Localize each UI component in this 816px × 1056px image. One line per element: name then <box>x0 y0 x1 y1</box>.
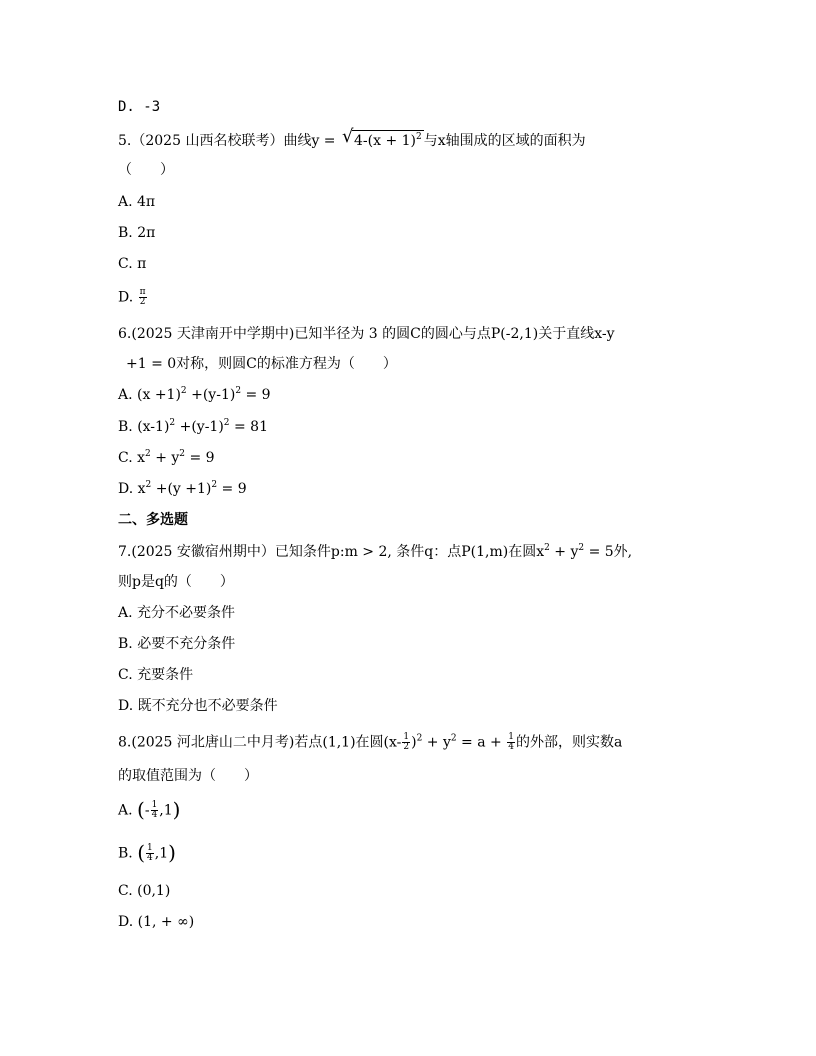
option-d-q8 <box>118 913 194 931</box>
fraction: $\frac{1}{4}$ <box>147 843 153 863</box>
option-a-q6: A. $(x +1)^2 +(y-1)^2 = 9$ <box>118 386 271 403</box>
option-text: A. 4π <box>118 194 156 210</box>
option-d-q5 <box>118 288 148 307</box>
option-text: D. 既不充分也不必要条件 <box>118 698 278 714</box>
option-a-q7 <box>118 604 235 622</box>
option-text: B. 必要不充分条件 <box>118 636 236 652</box>
option-text: B. 2π <box>118 225 156 241</box>
option-c-q8 <box>118 882 170 900</box>
radical-sign: √ <box>342 126 354 147</box>
question-8-stem-line2 <box>118 767 258 785</box>
option-c-q7 <box>118 666 193 684</box>
option-text: D. (1, + ∞) <box>118 914 195 930</box>
question-number: 5. <box>118 133 132 149</box>
section-heading <box>118 511 188 529</box>
fraction: $\frac{\pi}{2}$ <box>139 287 146 307</box>
section-title: 二、多选题 <box>118 512 188 528</box>
radicand: $4-(x + 1)^2$ <box>354 132 422 149</box>
question-7-stem-line2 <box>118 573 234 591</box>
stem-suffix: 与x轴围成的区域的面积为 <box>423 133 586 149</box>
question-7-stem-line1: 7.(2025 安徽宿州期中）已知条件p:m > 2, 条件q：点P(1,m)在圆$x^2 + y^2 = 5$外, <box>118 543 633 560</box>
option-a-q8: A. (- $\frac{1}{4}$ ,1) <box>118 797 181 822</box>
fraction: $\frac{1}{2}$ <box>403 732 410 752</box>
option-b-q8: B. ( $\frac{1}{4}$ ,1) <box>118 840 176 865</box>
fraction: $\frac{1}{4}$ <box>151 800 158 820</box>
option-text: C. π <box>118 256 147 272</box>
question-8-stem-line1: 8.(2025 河北唐山二中月考)若点(1,1)在圆(x- $\frac{1}{2}$ )$^2 + y^2 = a$ + $\frac{1}{4}$ 的外部，则实数a <box>118 732 623 752</box>
sqrt-expression <box>342 126 424 150</box>
stem-text: 则p是q的（ ） <box>118 574 234 590</box>
stem-text: +1 = 0对称，则圆C的标准方程为（ ） <box>126 356 397 372</box>
option-d-q7 <box>118 697 278 715</box>
question-6-stem-line1 <box>118 325 615 343</box>
question-source: （2025 山西名校联考） <box>131 133 284 149</box>
option-text: C. 充要条件 <box>118 667 194 683</box>
stem-prefix: 曲线y = <box>283 133 340 149</box>
stem-text: 的取值范围为（ ） <box>118 768 258 784</box>
option-text: C. (0,1) <box>118 883 171 899</box>
option-text: D. -3 <box>118 99 161 115</box>
option-d-q6: D. $x^2 +(y +1)^2 = 9$ <box>118 480 247 497</box>
option-c-q5 <box>118 255 146 273</box>
stem-text: 6.(2025 天津南开中学期中)已知半径为 3 的圆C的圆心与点P(-2,1)关于直线x-y <box>118 326 615 342</box>
option-c-q6: C. $x^2 + y^2 = 9$ <box>118 449 215 466</box>
fraction: $\frac{1}{4}$ <box>508 732 514 752</box>
question-6-stem-line2 <box>126 355 397 373</box>
answer-blank: （ ） <box>118 162 174 178</box>
question-5-stem <box>118 126 586 150</box>
option-b-q6: B. $(x-1)^2 +(y-1)^2 = 81$ <box>118 418 268 435</box>
question-5-blank <box>118 161 174 179</box>
option-a-q5 <box>118 193 155 211</box>
option-b-q7 <box>118 635 235 653</box>
option-text: A. 充分不必要条件 <box>118 605 236 621</box>
option-d-q4 <box>118 98 160 116</box>
option-b-q5 <box>118 224 155 242</box>
option-label: D. <box>118 289 138 306</box>
